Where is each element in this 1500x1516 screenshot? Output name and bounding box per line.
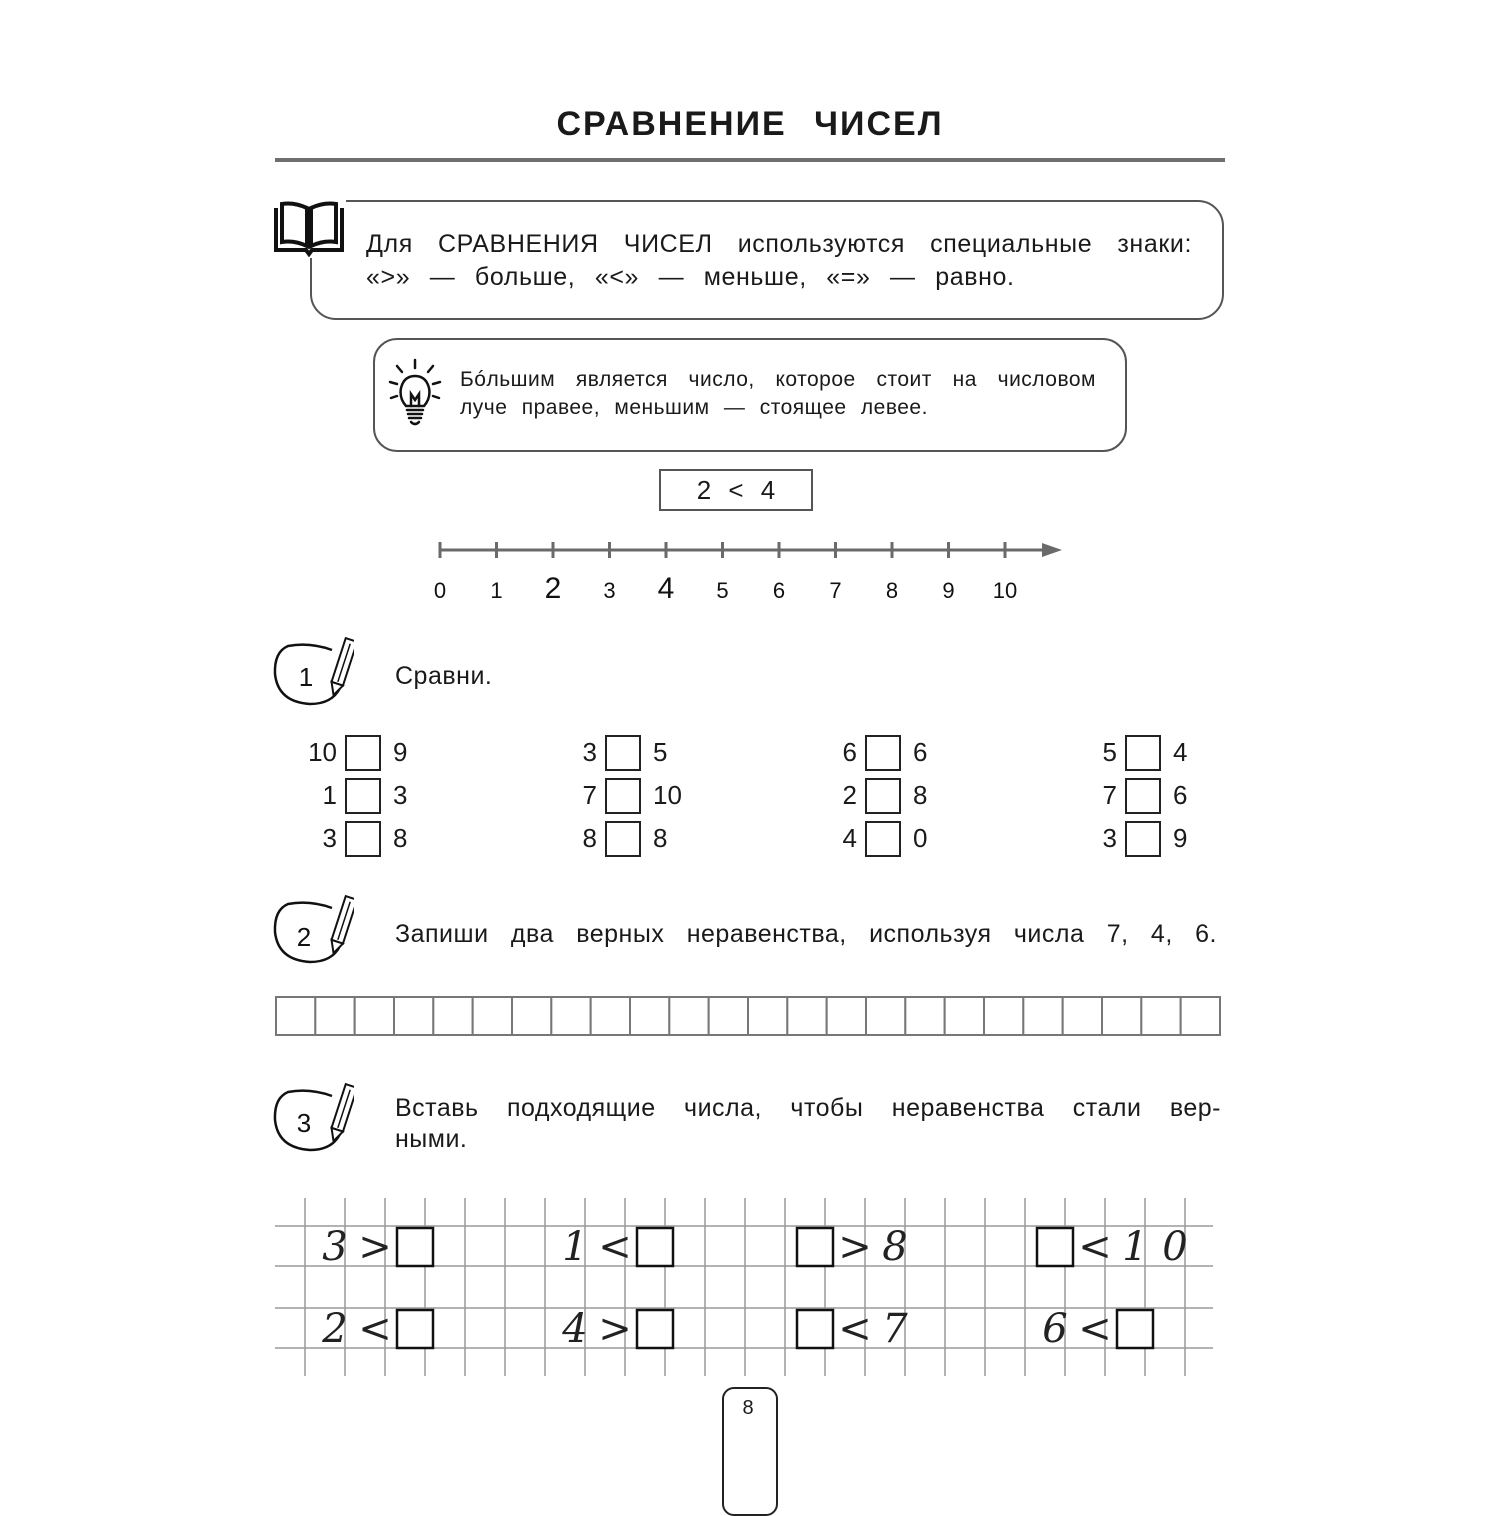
handwritten-char: 2: [322, 1306, 348, 1352]
answer-cell: [787, 997, 826, 1035]
inequality-answer-box[interactable]: [397, 1310, 433, 1348]
answer-cell: [866, 997, 905, 1035]
inequality-answer-box[interactable]: [637, 1310, 673, 1348]
number-line-label: 9: [942, 578, 955, 603]
comparison-item: [545, 777, 725, 813]
comparison-left-number: 7: [1102, 780, 1117, 810]
answer-cell: [709, 997, 748, 1035]
answer-cell: [630, 997, 669, 1035]
number-line-label: 1: [490, 578, 503, 603]
comparison-answer-box[interactable]: [345, 821, 381, 857]
book-icon: [272, 200, 346, 258]
page-title: СРАВНЕНИЕ ЧИСЕЛ: [556, 105, 944, 143]
handwritten-char: 1: [1122, 1224, 1148, 1270]
comparison-item: [805, 777, 985, 813]
handwritten-char: 8: [882, 1224, 908, 1270]
comparison-right-number: 8: [393, 823, 408, 853]
comparison-right-number: 9: [1173, 823, 1188, 853]
rule-text-line-2: «>» — больше, «<» — меньше, «=» — равно.: [366, 263, 1015, 291]
answer-cell: [355, 997, 394, 1035]
handwritten-char: 7: [882, 1306, 908, 1352]
comparison-answer-box[interactable]: [1125, 735, 1161, 771]
example-inequality: 2 < 4: [659, 469, 813, 511]
answer-cell: [984, 997, 1023, 1035]
task-badge-2: [270, 890, 354, 966]
number-line-label: 0: [433, 578, 447, 603]
handwritten-char: 3: [322, 1224, 348, 1270]
comparison-right-number: 6: [913, 737, 928, 767]
comparison-item: [805, 734, 985, 770]
answer-cell: [394, 997, 433, 1035]
lightbulb-icon: [385, 356, 445, 428]
comparison-left-number: 6: [842, 737, 857, 767]
inequality-answer-box[interactable]: [397, 1228, 433, 1266]
answer-cell: [473, 997, 512, 1035]
answer-cell: [591, 997, 630, 1035]
handwritten-char: >: [358, 1224, 392, 1270]
comparison-right-number: 8: [653, 823, 668, 853]
comparison-left-number: 2: [842, 780, 857, 810]
handwritten-char: <: [1078, 1306, 1112, 1352]
comparison-answer-box[interactable]: [865, 735, 901, 771]
comparison-item: [805, 820, 985, 856]
comparison-right-number: 6: [1173, 780, 1188, 810]
number-line-label: 3: [603, 578, 616, 603]
comparison-answer-box[interactable]: [345, 778, 381, 814]
number-line: [430, 530, 1080, 620]
answer-cell: [276, 997, 315, 1035]
inequality-answer-box[interactable]: [797, 1310, 833, 1348]
number-line-label: 10: [992, 578, 1018, 603]
number-line-label: 7: [829, 578, 842, 603]
answer-cells[interactable]: [275, 996, 1221, 1036]
comparison-right-number: 9: [393, 737, 408, 767]
inequality-answer-box[interactable]: [637, 1228, 673, 1266]
answer-cell: [433, 997, 472, 1035]
answer-cell: [1063, 997, 1102, 1035]
task-number-2: 2: [296, 922, 312, 952]
rule-text-line-1: Для СРАВНЕНИЯ ЧИСЕЛ используются специальные знаки:: [366, 230, 1192, 258]
handwritten-char: <: [838, 1306, 872, 1352]
inequality-answer-box[interactable]: [1117, 1310, 1153, 1348]
comparison-answer-box[interactable]: [605, 778, 641, 814]
handwritten-char: <: [1078, 1224, 1112, 1270]
comparison-left-number: 10: [308, 737, 337, 767]
answer-cell: [551, 997, 590, 1035]
task2-text: Запиши два верных неравенства, используя числа 7, 4, 6.: [395, 920, 1217, 948]
handwritten-char: 0: [1162, 1224, 1188, 1270]
handwritten-char: >: [598, 1306, 632, 1352]
handwritten-char: 1: [562, 1224, 588, 1270]
answer-cell: [748, 997, 787, 1035]
answer-cell: [827, 997, 866, 1035]
comparison-answer-box[interactable]: [605, 821, 641, 857]
comparison-answer-box[interactable]: [865, 778, 901, 814]
answer-cell: [1141, 997, 1180, 1035]
comparison-item: [1065, 820, 1245, 856]
comparison-left-number: 3: [1102, 823, 1117, 853]
comparison-item: [285, 777, 465, 813]
comparison-answer-box[interactable]: [605, 735, 641, 771]
inequality-answer-box[interactable]: [1037, 1228, 1073, 1266]
handwritten-char: 6: [1042, 1306, 1068, 1352]
comparison-right-number: 10: [653, 780, 682, 810]
answer-cell: [1023, 997, 1062, 1035]
task3-text-line-1: Вставь подходящие числа, чтобы неравенства стали вер-: [395, 1094, 1221, 1122]
comparison-item: [545, 734, 725, 770]
task-number-1: 1: [298, 662, 314, 692]
comparison-right-number: 8: [913, 780, 928, 810]
answer-cell: [905, 997, 944, 1035]
tip-text-line-1: Бóльшим является число, которое стоит на числовом: [460, 368, 1096, 391]
comparison-item: [545, 820, 725, 856]
comparison-answer-box[interactable]: [865, 821, 901, 857]
number-line-label: 8: [885, 578, 899, 603]
comparison-answer-box[interactable]: [1125, 821, 1161, 857]
answer-cell: [669, 997, 708, 1035]
comparison-right-number: 5: [653, 737, 668, 767]
comparison-item: [285, 734, 465, 770]
comparison-right-number: 0: [913, 823, 928, 853]
number-line-label: 5: [716, 578, 729, 603]
task1-text: Сравни.: [395, 662, 493, 690]
tip-text-line-2: луче правее, меньшим — стоящее левее.: [460, 396, 928, 419]
inequality-answer-box[interactable]: [797, 1228, 833, 1266]
comparison-left-number: 3: [322, 823, 337, 853]
comparison-answer-box[interactable]: [1125, 778, 1161, 814]
comparison-left-number: 1: [322, 780, 337, 810]
page-number: 8: [742, 1397, 754, 1419]
handwritten-char: >: [838, 1224, 872, 1270]
handwritten-char: <: [598, 1224, 632, 1270]
comparison-left-number: 8: [582, 823, 597, 853]
answer-cell: [315, 997, 354, 1035]
task-badge-3: [270, 1078, 354, 1154]
handwritten-char: 4: [562, 1306, 588, 1352]
title-divider: [275, 158, 1225, 162]
answer-cell: [945, 997, 984, 1035]
comparison-item: [1065, 734, 1245, 770]
task-badge-1: [270, 632, 354, 708]
comparison-left-number: 5: [1102, 737, 1117, 767]
comparison-left-number: 3: [582, 737, 597, 767]
comparison-right-number: 3: [393, 780, 408, 810]
comparison-answer-box[interactable]: [345, 735, 381, 771]
handwriting-grid: [275, 1190, 1215, 1380]
comparison-left-number: 7: [582, 780, 597, 810]
answer-cell: [512, 997, 551, 1035]
comparison-right-number: 4: [1173, 737, 1188, 767]
comparison-item: [285, 820, 465, 856]
task-number-3: 3: [296, 1108, 312, 1138]
comparison-item: [1065, 777, 1245, 813]
comparison-left-number: 4: [842, 823, 857, 853]
task3-text-line-2: ными.: [395, 1125, 468, 1153]
answer-cell: [1102, 997, 1141, 1035]
number-line-label: 6: [772, 578, 786, 603]
handwritten-char: <: [358, 1306, 392, 1352]
answer-cell: [1181, 997, 1220, 1035]
number-line-label: 2: [544, 572, 562, 605]
number-line-label: 4: [657, 572, 675, 605]
